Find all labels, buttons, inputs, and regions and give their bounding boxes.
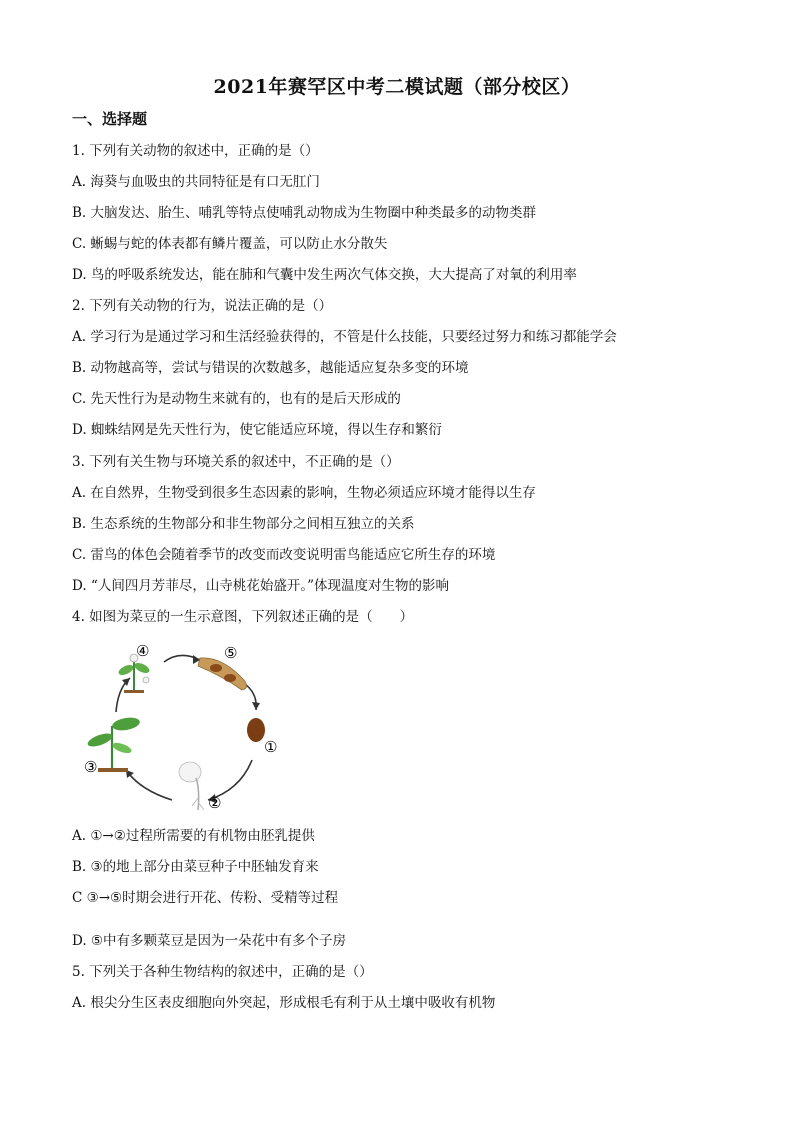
figure-label-5: ⑤: [224, 644, 238, 662]
germinating-seed-icon: [179, 762, 204, 810]
option-1c: C. 蜥蜴与蛇的体表都有鳞片覆盖，可以防止水分散失: [72, 236, 388, 252]
page-title: 2021年赛罕区中考二模试题（部分校区）: [213, 76, 581, 98]
option-1d: D. 鸟的呼吸系统发达，能在肺和气囊中发生两次气体交换，大大提高了对氧的利用率: [72, 267, 577, 283]
option-2b: B. 动物越高等，尝试与错误的次数越多，越能适应复杂多变的环境: [72, 360, 469, 376]
question-1: 1. 下列有关动物的叙述中，正确的是（）: [72, 143, 319, 159]
option-4c: C ③→⑤时期会进行开花、传粉、受精等过程: [72, 890, 339, 906]
figure-label-1: ①: [264, 738, 278, 756]
arrow-2-to-3: [126, 770, 172, 800]
option-1b: B. 大脑发达、胎生、哺乳等特点使哺乳动物成为生物圈中种类最多的动物类群: [72, 205, 537, 221]
option-3c: C. 雷鸟的体色会随着季节的改变而改变说明雷鸟能适应它所生存的环境: [72, 547, 496, 563]
section-heading: 一、选择题: [72, 110, 148, 128]
figure-label-2: ②: [208, 794, 222, 812]
bean-seed-icon: [247, 718, 265, 742]
option-4a: A. ①→②过程所需要的有机物由胚乳提供: [72, 828, 315, 844]
option-4d: D. ⑤中有多颗菜豆是因为一朵花中有多个子房: [72, 933, 347, 949]
bean-life-cycle-figure: [72, 640, 292, 820]
option-3b: B. 生态系统的生物部分和非生物部分之间相互独立的关系: [72, 516, 415, 532]
question-3: 3. 下列有关生物与环境关系的叙述中，不正确的是（）: [72, 454, 400, 470]
question-4: 4. 如图为菜豆的一生示意图，下列叙述正确的是（ ）: [72, 609, 414, 625]
option-2d: D. 蜘蛛结网是先天性行为，使它能适应环境，得以生存和繁衍: [72, 422, 442, 438]
option-2a: A. 学习行为是通过学习和生活经验获得的，不管是什么技能，只要经过努力和练习都能学会: [72, 329, 617, 345]
question-5: 5. 下列关于各种生物结构的叙述中，正确的是（）: [72, 964, 373, 980]
figure-label-4: ④: [136, 642, 150, 660]
option-2c: C. 先天性行为是动物生来就有的，也有的是后天形成的: [72, 391, 401, 407]
option-3a: A. 在自然界，生物受到很多生态因素的影响，生物必须适应环境才能得以生存: [72, 485, 536, 501]
bean-pod-icon: [198, 658, 247, 690]
option-5a: A. 根尖分生区表皮细胞向外突起，形成根毛有利于从土壤中吸收有机物: [72, 995, 496, 1011]
question-2: 2. 下列有关动物的行为，说法正确的是（）: [72, 298, 333, 314]
option-4b: B. ③的地上部分由菜豆种子中胚轴发育来: [72, 859, 319, 875]
figure-label-3: ③: [84, 758, 98, 776]
option-1a: A. 海葵与血吸虫的共同特征是有口无肛门: [72, 174, 320, 190]
option-3d: D. “人间四月芳菲尽，山寺桃花始盛开。”体现温度对生物的影响: [72, 578, 449, 594]
